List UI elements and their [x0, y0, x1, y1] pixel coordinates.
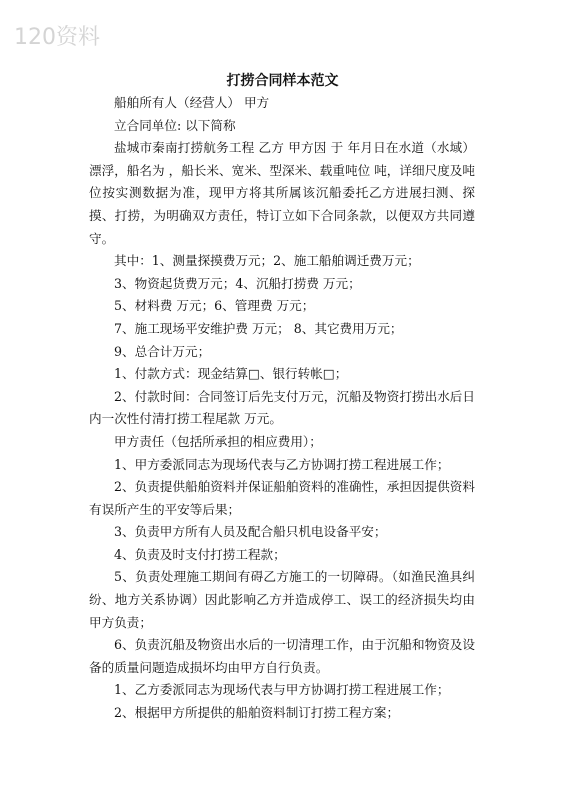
- paragraph-fee-4: 7、施工现场平安维护费 万元； 8、其它费用万元；: [114, 320, 403, 336]
- paragraph-payment-method: 1、付款方式：现金结算□、银行转帐□；: [114, 366, 348, 382]
- document-body: [89, 92, 475, 725]
- paragraph-payment-time: 2、付款时间：合同签订后先支付万元，沉船及物资打捞出水后日内一次性付清打捞工程尾款 万元。: [89, 388, 475, 427]
- paragraph-fee-2: 3、物资起货费万元；4、沉船打捞费 万元；: [114, 275, 361, 291]
- party-a-duty-1: 1、甲方委派同志为现场代表与乙方协调打捞工程进展工作；: [114, 456, 450, 472]
- heading-party-a-duties: 甲方责任（包括所承担的相应费用）；: [114, 433, 322, 449]
- paragraph-shipowner: 船舶所有人（经营人） 甲方: [114, 95, 270, 110]
- party-a-duty-5: 5、负责处理施工期间有碍乙方施工的一切障碍。（如渔民渔具纠纷、地方关系协调）因此影响乙方并造成停工、误工的经济损失均由甲方负责；: [89, 569, 475, 630]
- party-b-duty-1: 1、乙方委派同志为现场代表与甲方协调打捞工程进展工作；: [114, 682, 450, 698]
- paragraph-preamble: 盐城市秦南打捞航务工程 乙方 甲方因 于 年月日在水道（水域）漂浮，船名为 ，船长米、宽米、型深米、载重吨位 吨，详细尺度及吨位按实测数据为准，现甲方将其所属该沉船委托乙方进展扫测、探摸、打捞，为明确双方责任，特订立如下合同条款，以便双方共同遵守。: [89, 140, 475, 246]
- paragraph-fee-1: 其中：1、测量探摸费万元；2、施工船舶调迁费万元；: [114, 253, 420, 269]
- paragraph-contracting-unit: 立合同单位: 以下简称: [114, 117, 236, 133]
- party-b-duty-2: 2、根据甲方所提供的船舶资料制订打捞工程方案；: [114, 705, 400, 721]
- party-a-duty-3: 3、负责甲方所有人员及配合船只机电设备平安；: [114, 524, 387, 540]
- paragraph-fee-total: 9、总合计万元；: [114, 343, 211, 359]
- party-a-duty-4: 4、负责及时支付打捞工程款；: [114, 546, 286, 562]
- paragraph-fee-3: 5、材料费 万元；6、管理费 万元；: [114, 298, 315, 314]
- document-title: 打捞合同样本范文: [226, 73, 339, 89]
- party-a-duty-6: 6、负责沉船及物资出水后的一切清理工作，由于沉船和物资及设备的质量问题造成损坏均由甲方自行负责。: [89, 637, 475, 675]
- watermark: 120资料: [14, 25, 100, 50]
- party-a-duty-2: 2、负责提供船舶资料并保证船舶资料的准确性，承担因提供资料有误所产生的平安等后果；: [89, 479, 475, 517]
